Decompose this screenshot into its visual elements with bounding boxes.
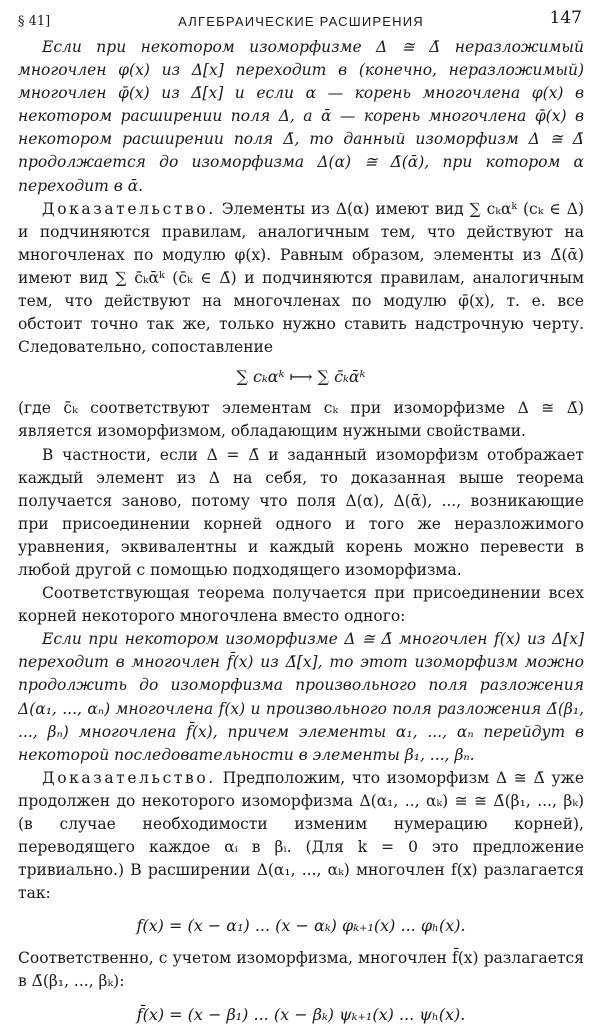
paragraph: Соответствующая теорема получается при присоединении всех корней некоторого многочлена вместо одного: [18, 584, 584, 626]
proof-paragraph [18, 198, 584, 360]
display-formula: ∑ cₖαᵏ ⟼ ∑ c̄ₖᾱᵏ [236, 367, 366, 387]
running-header [18, 6, 584, 36]
proof-text: Элементы из Δ(α) имеют вид ∑ cₖαᵏ (cₖ ∈ Δ) и подчиняются правилам, аналогичным тем, что действуют на многочленах по модулю φ(x). Равным образом, элементы из Δ̄(ᾱ) имеют вид ∑ c̄ₖᾱᵏ (c̄ₖ ∈ Δ̄) и подчиняются правилам, аналогичным тем, что действуют на многочленах по модулю φ̄(x), т. е. все обстоит точно так же, только нужно ставить надстрочную черту. Следовательно, сопоставление [18, 199, 584, 357]
page-number: 147 [549, 8, 582, 28]
paragraph: (где c̄ₖ соответствуют элементам cₖ при изоморфизме Δ ≅ Δ̄) является изоморфизмом, обладающим нужными свойствами. [18, 399, 584, 441]
theorem-statement: Если при некотором изоморфизме Δ ≅ Δ̄ неразложимый многочлен φ(x) из Δ[x] переходит в (конечно, неразложимый) многочлен φ̄(x) из Δ̄[x] и если α — корень многочлена φ(x) в некотором расширении поля Δ, а ᾱ — корень многочлена φ̄(x) в некотором расширении поля Δ̄, то данный изоморфизм Δ ≅ Δ̄ продолжается до изоморфизма Δ(α) ≅ Δ̄(ᾱ), при котором α переходит в ᾱ. [18, 38, 584, 195]
display-formula: f̄(x) = (x − β₁) ... (x − βₖ) ψₖ₊₁(x) ... ψₕ(x). [136, 1004, 466, 1024]
proof-label: Доказательство. [42, 768, 216, 787]
proof-paragraph [18, 767, 584, 906]
theorem-statement: Если при некотором изоморфизме Δ ≅ Δ̄ многочлен f(x) из Δ[x] переходит в многочлен f̄(x) из Δ̄[x], то этот изоморфизм можно продолжить до изоморфизма произвольного поля разложения Δ(α₁, ..., αₙ) многочлена f(x) и произвольного поля разложения Δ̄(β₁, ..., βₙ) многочлена f̄(x), причем элементы α₁, ..., αₙ перейдут в некоторой последовательности в элементы β₁, ..., βₙ. [18, 630, 584, 764]
paragraph: Соответственно, с учетом изоморфизма, многочлен f̄(x) разлагается в Δ̄(β₁, ..., βₖ): [18, 949, 584, 991]
display-formula: f(x) = (x − α₁) ... (x − αₖ) φₖ₊₁(x) ... φₕ(x). [136, 916, 466, 936]
proof-label: Доказательство. [42, 199, 216, 218]
section-marker: § 41] [18, 14, 51, 29]
paragraph: В частности, если Δ = Δ̄ и заданный изоморфизм отображает каждый элемент из Δ на себя, то доказанная выше теорема получается заново, потому что поля Δ(α), Δ(ᾱ), ..., возникающие при присоединении корней одного и того же неразложимого уравнения, эквивалентны и каждый корень можно перевести в любой другой с помощью подходящего изоморфизма. [18, 445, 584, 579]
running-title: АЛГЕБРАИЧЕСКИЕ РАСШИРЕНИЯ [178, 14, 424, 29]
proof-text: Предположим, что изоморфизм Δ ≅ Δ̄ уже продолжен до некоторого изоморфизма Δ(α₁, .., αₖ) ≅ ≅ Δ̄(β₁, ..., βₖ) (в случае необходимости изменим нумерацию корней), переводящего каждое αᵢ в βᵢ. (Для k = 0 это предложение тривиально.) В расширении Δ(α₁, ..., αₖ) многочлен f(x) разлагается так: [18, 768, 584, 903]
